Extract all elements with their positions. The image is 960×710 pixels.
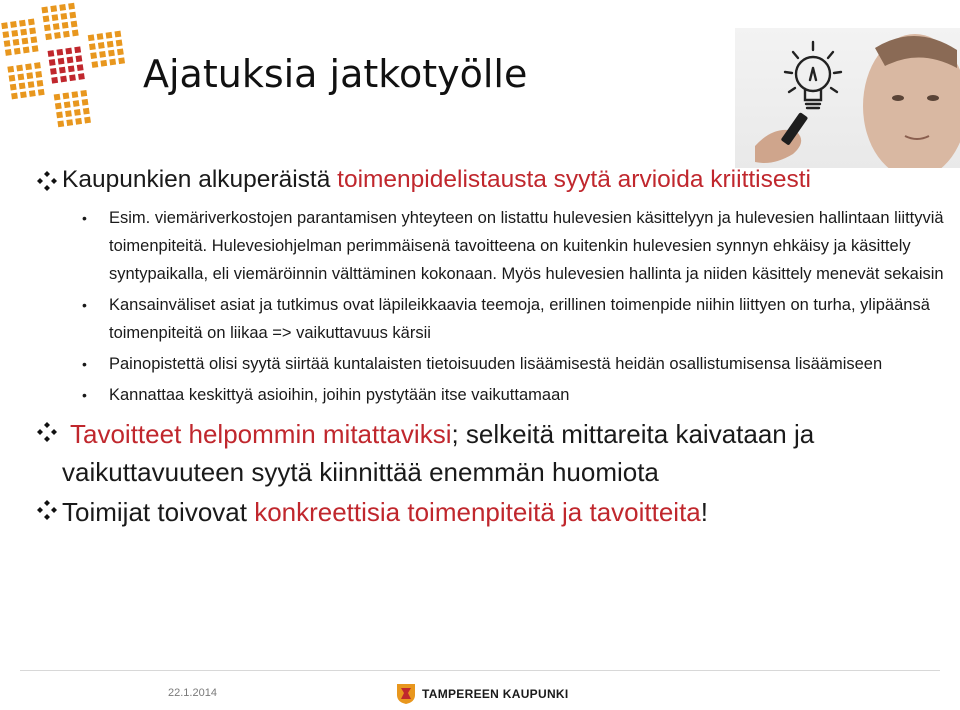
lattice-cell [82,99,89,106]
lattice-cell [10,21,17,28]
lattice-cell [50,68,57,75]
lattice-cell [50,5,57,12]
lattice-cell [57,120,64,127]
lattice-cell [25,63,32,70]
lattice-cell [98,42,105,49]
lattice-cell [118,57,125,64]
lattice-cell [66,119,73,126]
lattice-cell [62,22,69,29]
lattice-cell [44,24,51,31]
lattice-cell [73,100,80,107]
bullet-icon: • [82,356,87,372]
lattice-cell [97,33,104,40]
lattice-cell [52,14,59,21]
lattice-cell [55,103,62,110]
lattice-cell [114,31,121,38]
lattice-cell [16,65,23,72]
lattice-cell [10,84,17,91]
sub-item-text: Painopistettä olisi syytä siirtää kuntalaisten tietoisuuden lisäämisestä heidän osallistumisensa lisäämiseen [109,355,883,373]
tampere-crest-icon [396,683,416,705]
lattice-cell [78,73,85,80]
lattice-cell [29,90,36,97]
lattice-cell [117,48,124,55]
lattice-cell [56,49,63,56]
lattice-cell [99,51,106,58]
lattice-cell [5,49,12,56]
lattice-cell [71,91,78,98]
lattice-cell [59,4,66,11]
item-accent-text: konkreettisia toimenpiteitä ja tavoitteita [254,497,701,527]
lattice-cell [116,40,123,47]
lattice-cell [74,46,81,53]
lattice-cell [76,55,83,62]
tampere-lattice-logo [0,0,140,135]
lattice-cell [14,48,21,55]
lattice-cell [22,38,29,45]
lattice-cell [30,36,37,43]
diamond-dots-icon [36,421,58,443]
lattice-cell [48,50,55,57]
bullet-icon: • [82,387,87,403]
lightbulb-drawing-icon [735,28,960,168]
item-accent-text: toimenpidelistausta syytä arvioida kriittisesti [337,166,812,193]
bullet-icon: • [82,210,87,226]
lattice-cell [43,15,50,22]
lattice-cell [54,32,61,39]
lattice-cell [13,39,20,46]
lattice-cell [75,118,82,125]
item-text-end: ! [700,497,708,527]
lattice-cell [11,30,18,37]
lattice-cell [64,101,71,108]
lattice-cell [9,75,16,82]
lattice-cell [67,57,74,64]
list-item [36,164,948,196]
lattice-cell [54,94,61,101]
lattice-cell [108,50,115,57]
diamond-dots-icon [36,170,58,192]
lattice-cell [68,3,75,10]
lattice-cell [20,29,27,36]
item-text: ; selkeitä mittareita kaivataan ja vaikuttavuuteen syytä kiinnittää enemmän huomiota [62,419,815,487]
bullet-icon: • [82,297,87,313]
lattice-cell [51,77,58,84]
lattice-cell [63,92,70,99]
lattice-cell [68,65,75,72]
lattice-cell [74,109,81,116]
lattice-cell [1,22,8,29]
lattice-cell [92,61,99,68]
sub-item-text: Kannattaa keskittyä asioihin, joihin pystytään itse vaikuttamaan [109,386,570,404]
list-item [36,350,948,378]
list-item [36,381,948,409]
lattice-cell [72,30,79,37]
footer-brand: TAMPEREEN KAUPUNKI [422,687,569,701]
lattice-cell [71,21,78,28]
lattice-cell [19,20,26,27]
lattice-cell [11,93,18,100]
lattice-cell [29,27,36,34]
lattice-cell [77,64,84,71]
lattice-cell [23,47,30,54]
lattice-cell [60,76,67,83]
page-title: Ajatuksia jatkotyölle [143,52,528,96]
sub-item-text: Esim. viemäriverkostojen parantamisen yhteyteen on listattu hulevesien käsittelyyn ja hulevesien hallintaan liittyviä toimenpiteitä. Hulevesiohjelman perimmäisenä tavoitteena on kuitenkin hulevesien synnyn ehkäisy ja käsittely syntypaikalla, eli viemäröinnin välttäminen kokonaan. Myös hulevesien hallinta ja niiden käsittely menevät sekaisin [109,209,944,283]
lattice-cell [35,71,42,78]
lattice-cell [32,45,39,52]
lattice-cell [84,117,91,124]
lattice-cell [37,80,44,87]
lattice-cell [4,40,11,47]
footer-date: 22.1.2014 [168,687,217,699]
lattice-cell [7,66,14,73]
lattice-cell [59,67,66,74]
list-item [36,415,948,491]
lattice-cell [34,62,41,69]
lattice-cell [56,112,63,119]
lattice-cell [19,82,26,89]
lattice-cell [26,72,33,79]
lightbulb-man-photo [735,28,960,168]
lattice-cell [38,89,45,96]
lattice-cell [106,32,113,39]
item-text: Kaupunkien alkuperäistä [62,166,338,193]
lattice-cell [109,59,116,66]
lattice-cell [49,59,56,66]
lattice-cell [69,74,76,81]
footer-divider [20,670,940,671]
lattice-cell [61,13,68,20]
list-item [36,204,948,288]
lattice-cell [28,19,35,26]
lattice-cell [90,52,97,59]
lattice-cell [65,48,72,55]
lattice-cell [88,34,95,41]
lattice-cell [45,33,52,40]
content [36,164,948,531]
footer-logo [396,683,569,705]
lattice-cell [69,12,76,19]
list-item [36,493,948,531]
lattice-cell [100,60,107,67]
lattice-cell [63,31,70,38]
sub-item-text: Kansainväliset asiat ja tutkimus ovat läpileikkaavia teemoja, erillinen toimenpide niihin liittyen on turha, ylipäänsä toimenpiteitä on liikaa => vaikuttavuus kärsii [109,296,930,342]
lattice-cell [18,74,25,81]
lattice-cell [83,108,90,115]
lattice-cell [53,23,60,30]
lattice-cell [20,91,27,98]
item-accent-text: Tavoitteet helpommin mitattaviksi [70,419,452,449]
lattice-cell [89,43,96,50]
diamond-dots-icon [36,499,58,521]
lattice-cell [41,7,48,14]
lattice-cell [2,31,9,38]
list-item [36,291,948,347]
sub-list [36,204,948,409]
lattice-cell [107,41,114,48]
lattice-cell [80,90,87,97]
lattice-cell [65,110,72,117]
lattice-cell [28,81,35,88]
lattice-cell [58,58,65,65]
item-text: Toimijat toivovat [62,497,255,527]
